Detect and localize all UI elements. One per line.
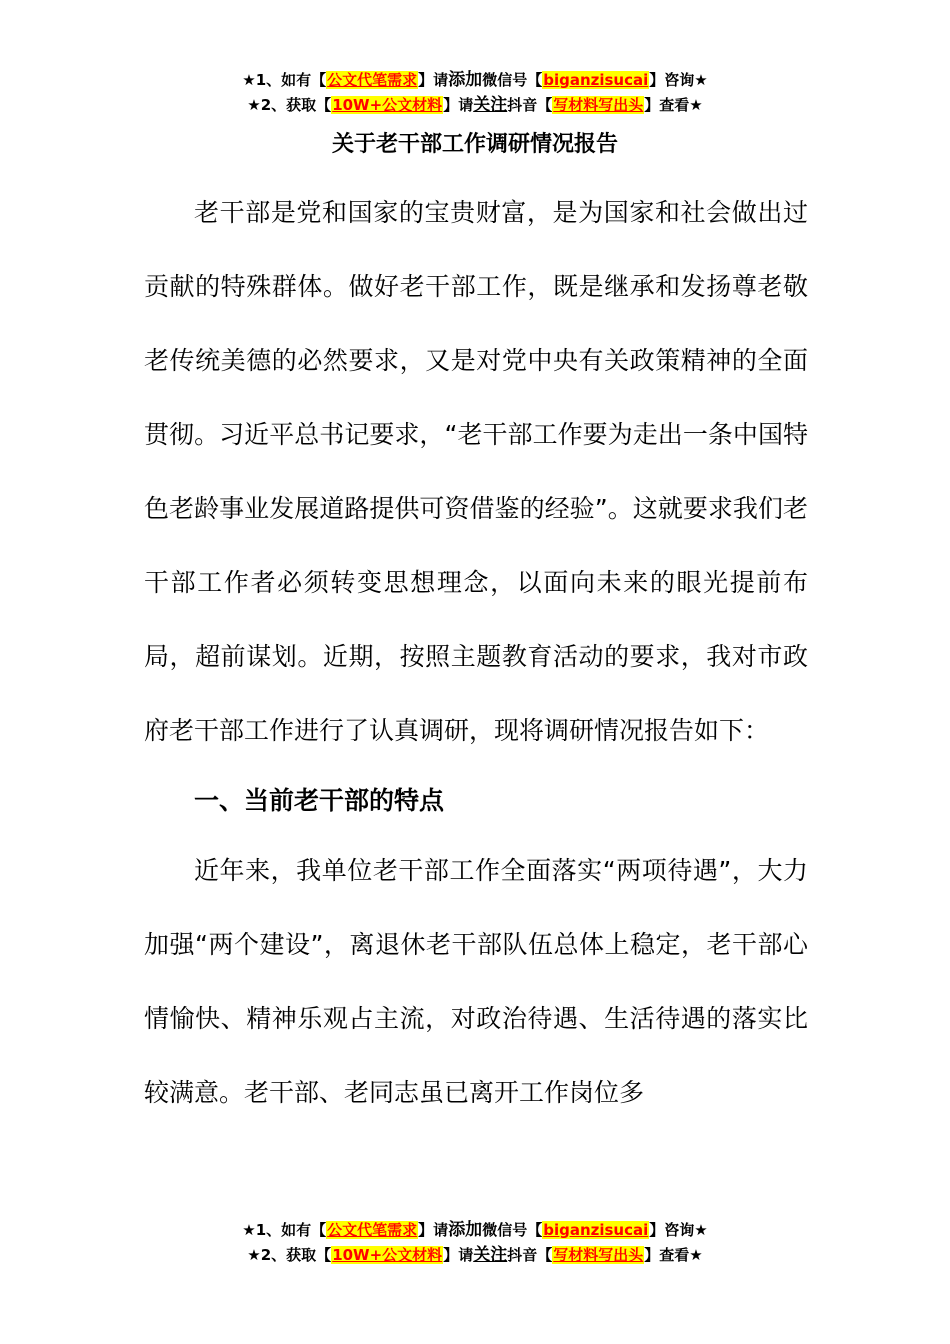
notice-emphasis: 关注 [473,95,508,115]
notice-emphasis: 添加 [448,70,483,90]
notice-line-2 [0,1243,950,1268]
document-body [144,176,808,1130]
notice-text: 】请 [418,71,449,89]
star-icon: ★ [242,71,256,89]
body-paragraph: 近年来，我单位老干部工作全面落实“两项待遇”，大力加强“两个建设”，离退休老干部队伍总体上稳定，老干部心情愉快、精神乐观占主流，对政治待遇、生活待遇的落实比较满意。老干部、老同志虽已离开工作岗位多 [144,856,808,1107]
notice-text: 】请 [443,96,474,114]
notice-text: 1、如有【 [255,71,327,89]
highlight-douyin-account: 写材料写出头 [553,1246,644,1264]
notice-text: 】咨询 [649,71,695,89]
highlight-service: 公文代笔需求 [327,1221,418,1239]
header-notice [0,68,950,118]
notice-text: 微信号【 [482,71,543,89]
star-icon: ★ [247,1246,261,1264]
notice-text: 抖音【 [507,96,553,114]
body-paragraph: 老干部是党和国家的宝贵财富，是为国家和社会做出过贡献的特殊群体。做好老干部工作，既是继承和发扬尊老敬老传统美德的必然要求，又是对党中央有关政策精神的全面贯彻。习近平总书记要求，“老干部工作要为走出一条中国特色老龄事业发展道路提供可资借鉴的经验”。这就要求我们老干部工作者必须转变思想理念，以面向未来的眼光提前布局，超前谋划。近期，按照主题教育活动的要求，我对市政府老干部工作进行了认真调研，现将调研情况报告如下： [144,198,808,745]
star-icon: ★ [689,1246,703,1264]
notice-text: 】查看 [644,1246,690,1264]
notice-emphasis: 关注 [473,1245,508,1265]
notice-text: 1、如有【 [255,1221,327,1239]
notice-text: 微信号【 [482,1221,543,1239]
notice-text: 抖音【 [507,1246,553,1264]
notice-line-1 [0,68,950,93]
star-icon: ★ [242,1221,256,1239]
star-icon: ★ [689,96,703,114]
notice-text: 2、获取【 [260,96,332,114]
notice-text: 2、获取【 [260,1246,332,1264]
notice-text: 】查看 [644,96,690,114]
star-icon: ★ [694,71,708,89]
notice-line-1 [0,1218,950,1243]
notice-text: 】请 [418,1221,449,1239]
highlight-douyin-account: 写材料写出头 [553,96,644,114]
highlight-wechat-id: biganzisucai [543,71,649,89]
notice-text: 】咨询 [649,1221,695,1239]
highlight-service: 公文代笔需求 [327,71,418,89]
notice-text: 】请 [443,1246,474,1264]
footer-notice [0,1218,950,1268]
star-icon: ★ [247,96,261,114]
notice-line-2 [0,93,950,118]
section-heading: 一、当前老干部的特点 [194,786,445,815]
highlight-wechat-id: biganzisucai [543,1221,649,1239]
highlight-materials: 10W+公文材料 [332,1246,443,1264]
star-icon: ★ [694,1221,708,1239]
notice-emphasis: 添加 [448,1220,483,1240]
document-title: 关于老干部工作调研情况报告 [331,132,618,157]
highlight-materials: 10W+公文材料 [332,96,443,114]
